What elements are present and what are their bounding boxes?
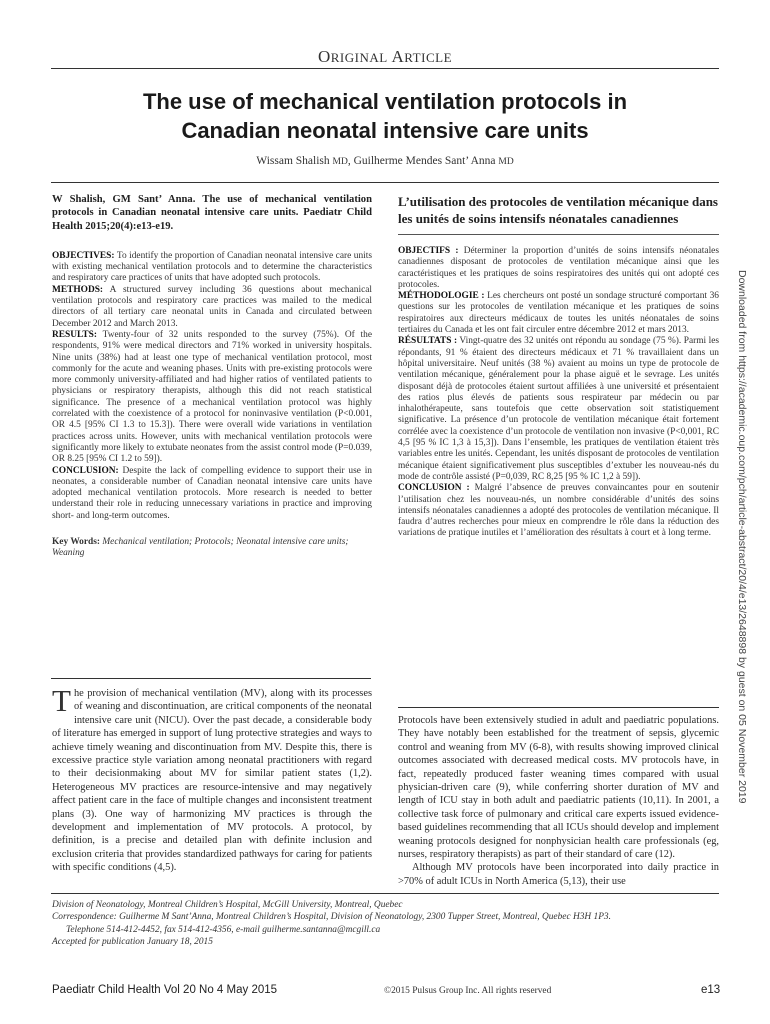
author-2: Guilherme Mendes Sant’ Anna bbox=[353, 155, 496, 167]
footnote-division: Division of Neonatology, Montreal Children’s Hospital, McGill University, Montreal, Quebec bbox=[52, 900, 403, 910]
abstract-english bbox=[52, 193, 372, 560]
body-left-text: he provision of mechanical ventilation (MV), along with its processes of weaning and discontinuation, are critical components of the neonatal intensive care unit (NICU). Over the past decade, a considerable body of literature has emerged in support of lung protective strategies and ways to achieve timely weaning and discontinuation from MV. Despite this, there is excessive practice style variation among neonatal practitioners with regard to their decisionmaking about MV for similar patient states (1,2). Heterogeneous MV practices are resource-intensive and may negatively affect patient care in the face of multiple changes and inconsistent treatment plans (3). One way of harmonizing MV practices is through the development and implementation of MV protocols. A protocol, by definition, is a precise and detailed plan with definite inclusion and exclusion criteria that provides standardized pathways for caring for patients with specific conditions (4,5). bbox=[52, 688, 372, 874]
title-line-2: Canadian neonatal intensive care units bbox=[181, 118, 589, 143]
footnote-telephone: Telephone 514-412-4452, fax 514-412-4356, e-mail guilherme.santanna@mcgill.ca bbox=[66, 924, 381, 935]
footnotes bbox=[52, 899, 720, 948]
abstract-french-body bbox=[398, 246, 719, 540]
abstract-french bbox=[398, 193, 719, 540]
section-rule bbox=[51, 68, 719, 69]
french-resultats: RÉSULTATS : Vingt-quatre des 32 unités ont répondu au sondage (75 %). Parmi les répondants, 91 % étaient des directeurs médicaux et 71 % travaillaient dans un hôpital universitaire. Neuf unités (38 %) avaient au moins un type de protocole de ventilation mécanique, généralement pour la phase aiguë et le sevrage. Les unités disposant déjà de protocoles étaient surtout affiliées à une université et présentaient des ratios plus élevés de patients sous respirateur par médecin ou par inhalothérapeute, sans toutefois que cette observation soit statistiquement significative. La présence d’un protocole de ventilation mécanique était fortement corrélée avec la coexistence d’un protocole de ventilation non invasive (P<0,001, RC 4,5 [95 % IC 1,3 à 15,3]). Dans l’ensemble, les pratiques de ventilation étaient très variables entre les unités. Cependant, les unités disposant de protocoles de ventilation mécanique étaient significativement plus susceptibles d’extuber les nouveau-nés du mode de contrôle assisté (P=0,039, RC 8,25 [95 % IC 1,2 à 59]). bbox=[398, 336, 720, 482]
section-label: ORIGINAL ARTICLE bbox=[317, 47, 453, 66]
citation: W Shalish, GM Sant’ Anna. The use of mechanical ventilation protocols in Canadian neonatal intensive care units. Paediatr Child Health 2015;20(4):e13-e19. bbox=[52, 194, 372, 232]
abstract-objectives: OBJECTIVES: To identify the proportion of Canadian neonatal intensive care units with existing mechanical ventilation protocols and to determine the characteristics and respiratory care practices of units that have adopted such protocols. bbox=[52, 250, 372, 284]
author-2-degree: MD bbox=[498, 157, 514, 167]
keywords: Key Words: Mechanical ventilation; Protocols; Neonatal intensive care units; Weaning bbox=[52, 537, 349, 559]
header-rule bbox=[51, 182, 719, 183]
footer-copyright: ©2015 Pulsus Group Inc. All rights reserved bbox=[384, 986, 552, 996]
body-right-paragraph-1: Protocols have been extensively studied in adult and paediatric populations. They have notably been established for the treatment of sepsis, glycemic control and weaning from MV (6-8), with results showing improved clinical outcomes associated with decreased medical costs. MV protocols have, in fact, repeatedly produced faster weaning times compared with usual physician-driven care (9), while conferring shorter duration of MV and length of ICU stay in both adult and paediatric patients (10,11). In 2001, a collective task force of pulmonary and critical care experts issued evidence-based guidelines recommending that all ICUs should develop and implement weaning protocols designed for nonphysician health care professionals (eg, nurses, respiratory therapists) as part of their standard of care (12). bbox=[398, 715, 719, 861]
footnote-accepted: Accepted for publication January 18, 2015 bbox=[52, 936, 213, 947]
abstract-results: RESULTS: Twenty-four of 32 units responded to the survey (75%). Of the respondents, 91% were medical directors and 71% worked in university hospitals. Nine units (38%) had at least one type of mechanical ventilation protocol, most commonly for the acute and weaning phases. Units with pre-existing protocols were more commonly university-affiliated and had higher ratios of ventilated patients to physicians or respiratory therapists, although this did not reach statistical significance. The presence of a mechanical ventilation protocol was highly correlated with the coexistence of a protocol for noninvasive ventilation (P<0.001, OR 4.5 [95% CI 1.3 to 15.3]). There were overall wide variations in ventilation practices across units. However, units with mechanical ventilation protocols were significantly more likely to extubate neonates from the assist control mode (P=0.039, OR 8.25 [95% CI 1.2 to 59]). bbox=[52, 329, 372, 465]
authors: Wissam Shalish MD, Guilherme Mendes Sant’ Anna MD bbox=[256, 155, 514, 167]
download-watermark: Downloaded from https://academic.oup.com/pch/article-abstract/20/4/e13/2648898 by guest on 05 November 2019 bbox=[736, 270, 748, 804]
article-title bbox=[60, 87, 710, 145]
footnote-correspondence: Correspondence: Guilherme M Sant’Anna, Montreal Children’s Hospital, Division of Neonatology, 2300 Tupper Street, Montreal, Quebec H3H 1P3. bbox=[52, 912, 611, 923]
body-right-paragraph-2: Although MV protocols have been incorporated into daily practice in >70% of adult ICUs in North America (5,13), their use bbox=[398, 862, 719, 887]
body-column-right bbox=[398, 714, 719, 888]
footer-journal: Paediatr Child Health Vol 20 No 4 May 2015 bbox=[52, 984, 278, 996]
french-title: L’utilisation des protocoles de ventilation mécanique dans les unités de soins intensifs néonatales canadiennes bbox=[398, 194, 718, 226]
body-rule-left bbox=[51, 678, 371, 679]
abstract-methods: METHODS: A structured survey including 36 questions about mechanical ventilation protocols and respiratory care practices was mailed to the medical directors of all tertiary care neonatal units in Canada and circulated between December 2012 and March 2013. bbox=[52, 284, 372, 329]
footnote-rule bbox=[51, 893, 719, 894]
french-title-rule bbox=[398, 234, 719, 235]
body-column-left bbox=[52, 683, 372, 875]
body-rule-right bbox=[398, 707, 719, 708]
page-number: e13 bbox=[701, 984, 721, 996]
abstract-english-body bbox=[52, 251, 372, 522]
french-objectifs: OBJECTIFS : Déterminer la proportion d’unités de soins intensifs néonatales canadiennes disposant de protocoles de ventilation mécanique ainsi que les caractéristiques et les pratiques de soins respiratoires des unités qui ont adopté ces protocoles. bbox=[398, 246, 719, 290]
author-1-degree: MD bbox=[332, 157, 348, 167]
abstract-conclusion: CONCLUSION: Despite the lack of compelling evidence to support their use in neonates, a considerable number of Canadian neonatal intensive care units have adopted mechanical ventilation protocols. More research is needed to better understand their role in reducing unnecessary variations in practice and improving short- and long-term outcomes. bbox=[52, 465, 372, 521]
drop-cap: T bbox=[52, 683, 71, 718]
french-methodologie: MÉTHODOLOGIE : Les chercheurs ont posté un sondage structuré comportant 36 questions sur les protocoles de ventilation mécanique et les pratiques de soins respiratoires aux directeurs médicaux de toutes les unités néonatales de soins tertiaires du Canada et les ont fait circuler entre décembre 2012 et mars 2013. bbox=[398, 291, 719, 336]
french-conclusion: CONCLUSION : Malgré l’absence de preuves convaincantes pour en soutenir l’utilisation chez les nouveau-nés, un nombre considérable d’unités des soins intensifs néonatales canadiennes a adopté des protocoles de ventilation mécanique. Il faudra d’autres recherches pour mieux en comprendre le rôle dans la réduction des variations de pratique inutiles et l’amélioration des résultats à court et à long terme. bbox=[398, 483, 719, 539]
title-line-1: The use of mechanical ventilation protocols in bbox=[142, 89, 628, 114]
author-1: Wissam Shalish bbox=[256, 155, 330, 167]
